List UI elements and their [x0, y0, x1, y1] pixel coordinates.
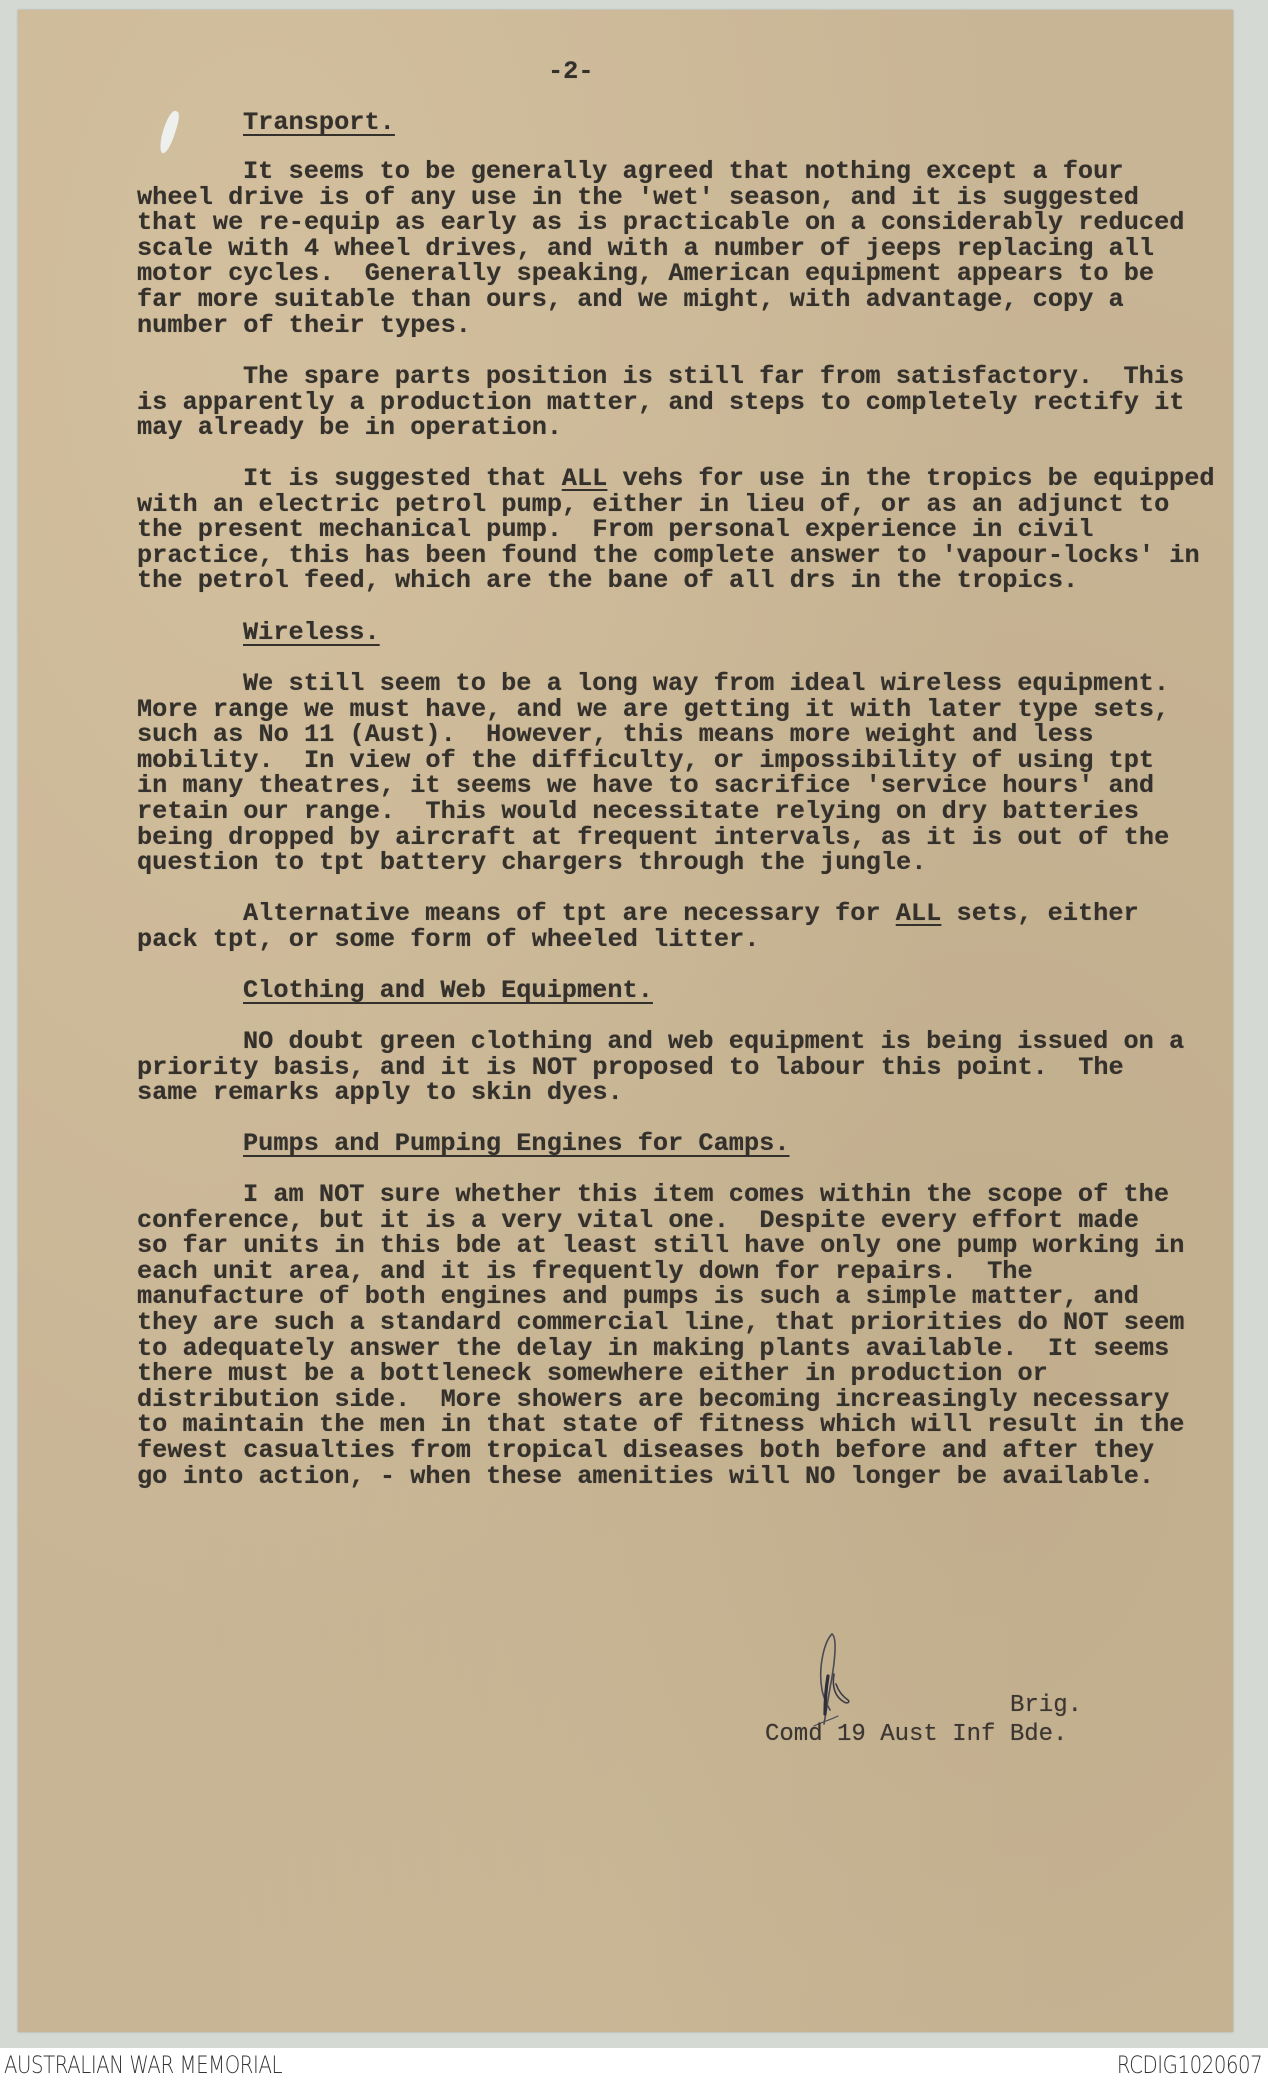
- text-line: go into action, - when these amenities will NO longer be available.: [137, 1461, 1155, 1491]
- text-line: practice, this has been found the complete answer to 'vapour-locks' in: [137, 540, 1200, 570]
- text-line: that we re-equip as early as is practicable on a considerably reduced: [137, 208, 1185, 238]
- text-line: [137, 466, 1227, 492]
- paragraph-wireless-2: [137, 901, 1227, 953]
- paragraph-transport-3: [137, 466, 1227, 594]
- section-heading-clothing: Clothing and Web Equipment.: [243, 976, 653, 1005]
- text-line: conference, but it is a very vital one. Despite every effort made: [137, 1205, 1139, 1235]
- signatory-rank: Brig.: [1010, 1692, 1083, 1719]
- text-line: I am NOT sure whether this item comes within the scope of the: [243, 1180, 1170, 1209]
- text-line: More range we must have, and we are getting it with later type sets,: [137, 694, 1170, 724]
- text-line: fewest casualties from tropical diseases both before and after they: [137, 1435, 1155, 1465]
- text-line: to adequately answer the delay in making plants available. It seems: [137, 1333, 1170, 1363]
- text-line: far more suitable than ours, and we might, with advantage, copy a: [137, 284, 1124, 314]
- text-run: Alternative means of tpt are necessary for: [243, 899, 896, 928]
- text-line: It seems to be generally agreed that nothing except a four: [243, 157, 1124, 186]
- emphasis-underlined: ALL: [895, 899, 942, 928]
- text-line: the petrol feed, which are the bane of all drs in the tropics.: [137, 566, 1079, 596]
- section-heading-wireless: Wireless.: [243, 618, 380, 647]
- text-run: It is suggested that: [243, 464, 562, 493]
- text-line: with an electric petrol pump, either in lieu of, or as an adjunct to: [137, 489, 1170, 519]
- footer-institution: AUSTRALIAN WAR MEMORIAL: [4, 2051, 283, 2079]
- text-run: sets, either: [941, 899, 1139, 928]
- text-line: the present mechanical pump. From personal experience in civil: [137, 515, 1094, 545]
- paper-tear: [156, 109, 181, 155]
- text-line: We still seem to be a long way from ideal wireless equipment.: [243, 669, 1170, 698]
- text-line: pack tpt, or some form of wheeled litter.: [137, 924, 760, 954]
- text-line: same remarks apply to skin dyes.: [137, 1078, 623, 1108]
- text-line: so far units in this bde at least still have only one pump working in: [137, 1231, 1185, 1261]
- text-line: priority basis, and it is NOT proposed to labour this point. The: [137, 1052, 1124, 1082]
- paragraph-transport-1: [137, 159, 1227, 338]
- text-line: to maintain the men in that state of fitness which will result in the: [137, 1410, 1185, 1440]
- text-line: motor cycles. Generally speaking, American equipment appears to be: [137, 259, 1155, 289]
- text-line: manufacture of both engines and pumps is such a simple matter, and: [137, 1282, 1139, 1312]
- paragraph-clothing-1: [137, 1029, 1227, 1106]
- text-line: is apparently a production matter, and steps to completely rectify it: [137, 387, 1185, 417]
- paragraph-pumps-1: [137, 1182, 1227, 1489]
- paragraph-wireless-1: [137, 671, 1227, 876]
- text-run: vehs for use in the tropics be equipped: [607, 464, 1215, 493]
- text-line: scale with 4 wheel drives, and with a number of jeeps replacing all: [137, 233, 1155, 263]
- text-line: mobility. In view of the difficulty, or impossibility of using tpt: [137, 745, 1155, 775]
- text-line: [137, 901, 1227, 927]
- section-heading-pumps: Pumps and Pumping Engines for Camps.: [243, 1129, 790, 1158]
- text-line: number of their types.: [137, 310, 471, 340]
- handwritten-signature: [810, 1628, 870, 1728]
- section-heading-transport: Transport.: [243, 108, 395, 137]
- text-line: in many theatres, it seems we have to sacrifice 'service hours' and: [137, 771, 1155, 801]
- footer-record-id: RCDIG1020607: [1116, 2051, 1262, 2079]
- page-number: -2-: [548, 57, 594, 86]
- text-line: such as No 11 (Aust). However, this means more weight and less: [137, 720, 1094, 750]
- text-line: distribution side. More showers are becoming increasingly necessary: [137, 1384, 1170, 1414]
- paragraph-transport-2: [137, 364, 1227, 441]
- text-line: each unit area, and it is frequently down for repairs. The: [137, 1256, 1033, 1286]
- text-line: NO doubt green clothing and web equipment is being issued on a: [243, 1027, 1185, 1056]
- text-line: retain our range. This would necessitate relying on dry batteries: [137, 796, 1139, 826]
- text-line: may already be in operation.: [137, 413, 563, 443]
- text-line: The spare parts position is still far from satisfactory. This: [243, 362, 1185, 391]
- signatory-appointment: Comd 19 Aust Inf Bde.: [765, 1721, 1068, 1748]
- text-line: wheel drive is of any use in the 'wet' season, and it is suggested: [137, 182, 1139, 212]
- text-line: question to tpt battery chargers through the jungle.: [137, 848, 927, 878]
- text-line: being dropped by aircraft at frequent intervals, as it is out of the: [137, 822, 1170, 852]
- emphasis-underlined: ALL: [561, 464, 608, 493]
- text-line: they are such a standard commercial line, that priorities do NOT seem: [137, 1307, 1185, 1337]
- text-line: there must be a bottleneck somewhere either in production or: [137, 1359, 1048, 1389]
